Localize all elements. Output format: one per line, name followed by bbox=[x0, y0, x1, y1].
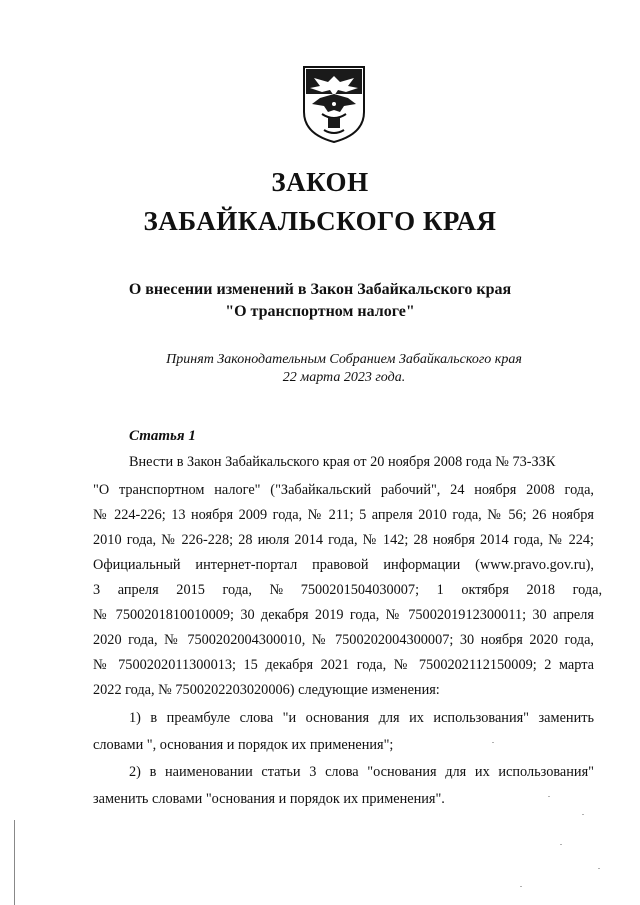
body-line: 2022 года, № 7500202203020006) следующие изменения: bbox=[93, 682, 440, 698]
body-line: заменить словами "основания и порядок их применения". bbox=[93, 791, 445, 807]
coat-of-arms-icon bbox=[300, 64, 368, 144]
body-line: "О транспортном налоге" ("Забайкальский рабочий", 24 ноября 2008 года, bbox=[93, 482, 594, 498]
scan-speck bbox=[560, 844, 562, 845]
body-line: 3 апреля 2015 года, № 7500201504030007; 1 октября 2018 года, bbox=[93, 582, 603, 598]
scan-speck bbox=[548, 796, 550, 797]
adoption-date: 22 марта 2023 года. bbox=[282, 370, 406, 385]
scan-speck bbox=[582, 814, 584, 815]
body-line: 2020 года, № 7500202004300010, № 7500202004300007; 30 ноября 2020 года, bbox=[93, 632, 594, 648]
body-line: Официальный интернет-портал правовой информации (www.pravo.gov.ru), bbox=[93, 557, 594, 573]
scan-speck bbox=[520, 886, 522, 887]
body-line: 2) в наименовании статьи 3 слова "основания для их использования" bbox=[129, 764, 594, 780]
document-title-region: ЗАБАЙКАЛЬСКОГО КРАЯ bbox=[143, 206, 497, 236]
scan-speck bbox=[492, 742, 494, 743]
body-line: Внести в Закон Забайкальского края от 20 ноября 2008 года № 73-ЗЗК bbox=[129, 454, 556, 470]
body-line: 1) в преамбуле слова "и основания для их использования" заменить bbox=[129, 710, 594, 726]
scan-speck bbox=[598, 868, 600, 869]
scan-margin-line bbox=[14, 820, 15, 905]
body-line: № 7500202011300013; 15 декабря 2021 года, № 7500202112150009; 2 марта bbox=[93, 657, 594, 673]
body-line: словами ", основания и порядок их применения"; bbox=[93, 737, 394, 753]
body-line: 2010 года, № 226-228; 28 июля 2014 года, № 142; 28 ноября 2014 года, № 224; bbox=[93, 532, 594, 548]
adoption-note: Принят Законодательным Собранием Забайкальского края bbox=[166, 352, 522, 367]
body-line: № 7500201810010009; 30 декабря 2019 года, № 7500201912300011; 30 апреля bbox=[93, 607, 594, 623]
document-title: ЗАКОН bbox=[271, 167, 369, 197]
body-line: № 224-226; 13 ноября 2009 года, № 211; 5 апреля 2010 года, № 56; 26 ноября bbox=[93, 507, 594, 523]
document-subtitle-law-name: "О транспортном налоге" bbox=[225, 303, 415, 320]
article-heading: Статья 1 bbox=[129, 428, 196, 444]
document-subtitle: О внесении изменений в Закон Забайкальского края bbox=[128, 281, 512, 298]
